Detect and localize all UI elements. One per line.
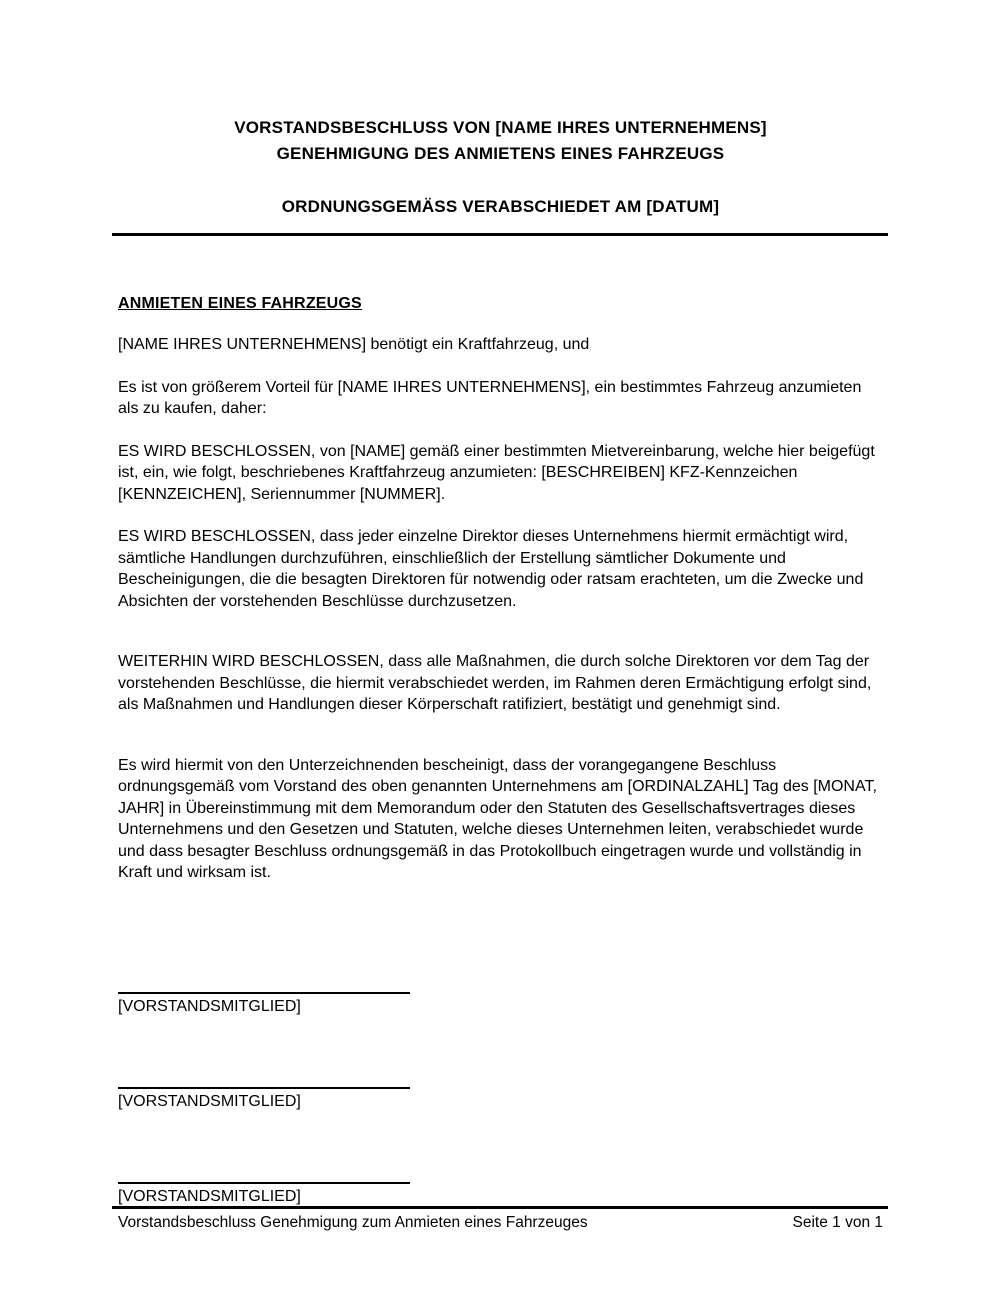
- section-heading: ANMIETEN EINES FAHRZEUGS: [118, 295, 362, 312]
- footer-page-number: Seite 1 von 1: [792, 1214, 883, 1231]
- footer-divider-rule: [112, 1206, 888, 1209]
- page-footer: [118, 1212, 883, 1233]
- signature-block-2: [118, 1087, 410, 1112]
- title-divider-rule: [112, 233, 888, 236]
- paragraph-certification: Es wird hiermit von den Unterzeichnenden bescheinigt, dass der vorangegangene Beschluss ordnungsgemäß vom Vorstand des oben genannten Unternehmens am [ORDINALZAHL] Tag des [MONAT, JAHR] in Übereinstimmung mit dem Memorandum oder den Statuten des Gesellschaftsvertrages dieses Unternehmens und den Gesetzen und Statuten, welche dieses Unternehmen leiten, verabschiedet wurde und dass besagter Beschluss ordnungsgemäß in das Protokollbuch eingetragen wurde und vollständig in Kraft und wirksam ist.: [118, 756, 877, 881]
- signature-label-2: [VORSTANDSMITGLIED]: [118, 1092, 301, 1110]
- document-title: [118, 115, 883, 167]
- signature-label-1: [VORSTANDSMITGLIED]: [118, 997, 301, 1015]
- signature-label-3: [VORSTANDSMITGLIED]: [118, 1187, 301, 1205]
- title-line-2: GENEHMIGUNG DES ANMIETENS EINES FAHRZEUGS: [276, 144, 725, 163]
- document-content: [118, 0, 883, 1207]
- paragraph-advantage-rent: Es ist von größerem Vorteil für [NAME IHRES UNTERNEHMENS], ein bestimmtes Fahrzeug anzumieten als zu kaufen, daher:: [118, 378, 862, 417]
- signature-block-3: [118, 1182, 410, 1207]
- signature-block-1: [118, 992, 410, 1017]
- signature-line-2: [118, 1087, 410, 1089]
- footer-document-title: Vorstandsbeschluss Genehmigung zum Anmieten eines Fahrzeuges: [118, 1214, 588, 1231]
- paragraph-resolved-director-authority: ES WIRD BESCHLOSSEN, dass jeder einzelne Direktor dieses Unternehmens hiermit ermächtigt wird, sämtliche Handlungen durchzuführen, einschließlich der Erstellung sämtlicher Dokumente und Bescheinigungen, die die besagten Direktoren für notwendig oder ratsam erachteten, um die Zwecke und Absichten der vorstehenden Beschlüsse durchzusetzen.: [118, 528, 864, 610]
- signature-line-3: [118, 1182, 410, 1184]
- paragraph-need-vehicle: [NAME IHRES UNTERNEHMENS] benötigt ein Kraftfahrzeug, und: [118, 336, 590, 353]
- signature-line-1: [118, 992, 410, 994]
- paragraph-resolved-rent-agreement: ES WIRD BESCHLOSSEN, von [NAME] gemäß einer bestimmten Mietvereinbarung, welche hier beigefügt ist, ein, wie folgt, beschriebenes Kraftfahrzeug anzumieten: [BESCHREIBEN] KFZ-Kennzeichen [KENNZEICHEN], Seriennummer [NUMMER].: [118, 442, 875, 503]
- title-line-1: VORSTANDSBESCHLUSS VON [NAME IHRES UNTERNEHMENS]: [234, 118, 767, 137]
- paragraph-further-resolved: WEITERHIN WIRD BESCHLOSSEN, dass alle Maßnahmen, die durch solche Direktoren vor dem Tag der vorstehenden Beschlüsse, die hiermit verabschiedet werden, im Rahmen deren Ermächtigung erfolgt sind, als Maßnahmen und Handlungen dieser Körperschaft ratifiziert, bestätigt und genehmigt sind.: [118, 653, 872, 713]
- document-subtitle: ORDNUNGSGEMÄSS VERABSCHIEDET AM [DATUM]: [281, 197, 720, 216]
